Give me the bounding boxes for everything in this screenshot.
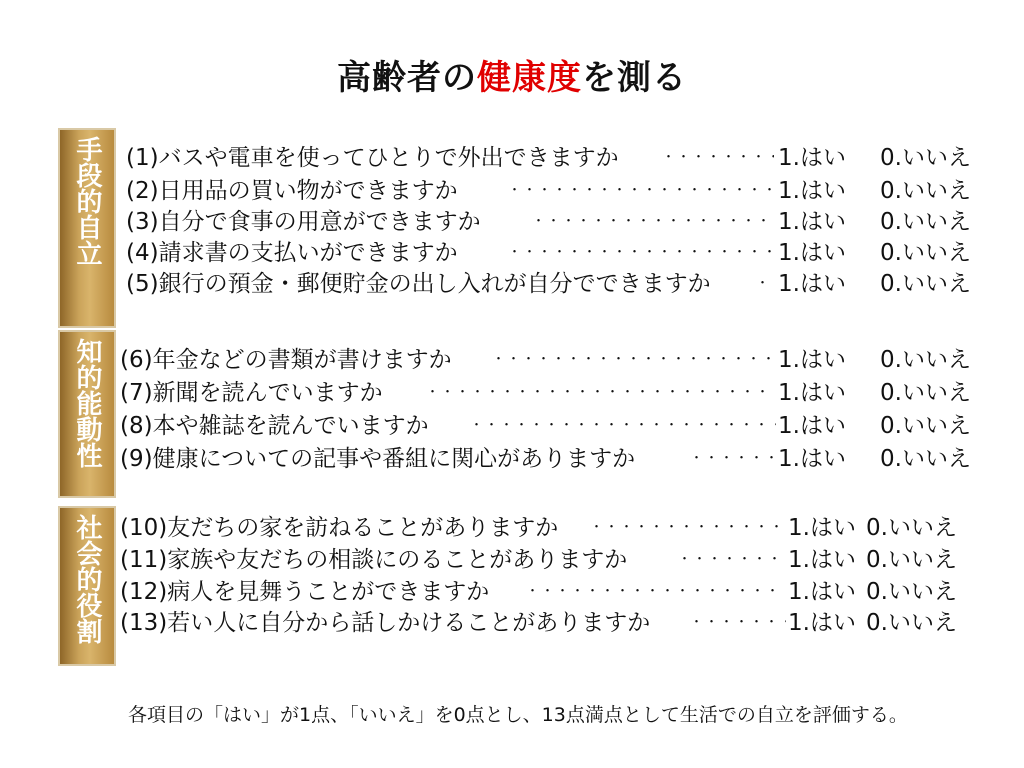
question-text: (8)本や雑誌を読んでいますか: [120, 413, 429, 439]
answer-no: 0.いいえ: [866, 547, 957, 573]
section-tag: [58, 128, 116, 328]
leader-dots: [690, 607, 786, 639]
answer-yes: 1.はい: [778, 380, 846, 406]
answer-yes: 1.はい: [788, 610, 856, 636]
section-tag: [58, 506, 116, 666]
question-text: (7)新聞を読んでいますか: [120, 380, 383, 406]
answer-yes: 1.はい: [778, 347, 846, 373]
leader-dots: [508, 175, 776, 207]
leader-dots: [756, 268, 776, 300]
answer-yes: 1.はい: [778, 446, 846, 472]
answer-yes: 1.はい: [778, 209, 846, 235]
leader-dots: [532, 206, 776, 238]
answer-yes: 1.はい: [778, 178, 846, 204]
answer-no: 0.いいえ: [880, 240, 971, 266]
footnote: 各項目の「はい」が1点、「いいえ」を0点とし、13点満点として生活での自立を評価する。: [128, 704, 908, 726]
question-text: (5)銀行の預金・郵便貯金の出し入れが自分でできますか: [126, 271, 711, 297]
answer-no: 0.いいえ: [880, 145, 971, 171]
section-tag-label: 知的能動性: [72, 338, 102, 468]
question-text: (3)自分で食事の用意ができますか: [126, 209, 481, 235]
answer-no: 0.いいえ: [880, 178, 971, 204]
section-tag-label: 手段的自立: [72, 136, 102, 266]
section-tag: [58, 330, 116, 498]
answer-no: 0.いいえ: [866, 515, 957, 541]
question-text: (9)健康についての記事や番組に関心がありますか: [120, 446, 636, 472]
section-tag-label: 社会的役割: [72, 514, 102, 644]
question-text: (6)年金などの書類が書けますか: [120, 347, 452, 373]
leader-dots: [492, 344, 774, 376]
question-text: (1)バスや電車を使ってひとりで外出できますか: [126, 145, 619, 171]
answer-no: 0.いいえ: [880, 271, 971, 297]
question-text: (10)友だちの家を訪ねることがありますか: [120, 515, 559, 541]
answer-yes: 1.はい: [778, 413, 846, 439]
question-text: (12)病人を見舞うことができますか: [120, 579, 490, 605]
question-text: (11)家族や友だちの相談にのることがありますか: [120, 547, 628, 573]
answer-yes: 1.はい: [788, 515, 856, 541]
question-text: (4)請求書の支払いができますか: [126, 240, 458, 266]
leader-dots: [590, 512, 786, 544]
answer-no: 0.いいえ: [880, 446, 971, 472]
answer-yes: 1.はい: [778, 271, 846, 297]
answer-yes: 1.はい: [778, 240, 846, 266]
answer-no: 0.いいえ: [880, 413, 971, 439]
answer-no: 0.いいえ: [866, 610, 957, 636]
title-suffix: を測る: [582, 58, 687, 98]
title-accent: 健康度: [477, 58, 582, 98]
answer-no: 0.いいえ: [880, 347, 971, 373]
answer-no: 0.いいえ: [880, 380, 971, 406]
leader-dots: [662, 142, 774, 174]
leader-dots: [526, 576, 786, 608]
leader-dots: [470, 410, 776, 442]
question-text: (2)日用品の買い物ができますか: [126, 178, 458, 204]
question-text: (13)若い人に自分から話しかけることがありますか: [120, 610, 651, 636]
answer-yes: 1.はい: [788, 547, 856, 573]
leader-dots: [678, 544, 786, 576]
answer-yes: 1.はい: [788, 579, 856, 605]
answer-no: 0.いいえ: [880, 209, 971, 235]
answer-yes: 1.はい: [778, 145, 846, 171]
title-prefix: 高齢者の: [337, 58, 477, 98]
leader-dots: [426, 377, 776, 409]
page-title: [0, 50, 1024, 99]
leader-dots: [690, 443, 776, 475]
leader-dots: [508, 237, 776, 269]
answer-no: 0.いいえ: [866, 579, 957, 605]
